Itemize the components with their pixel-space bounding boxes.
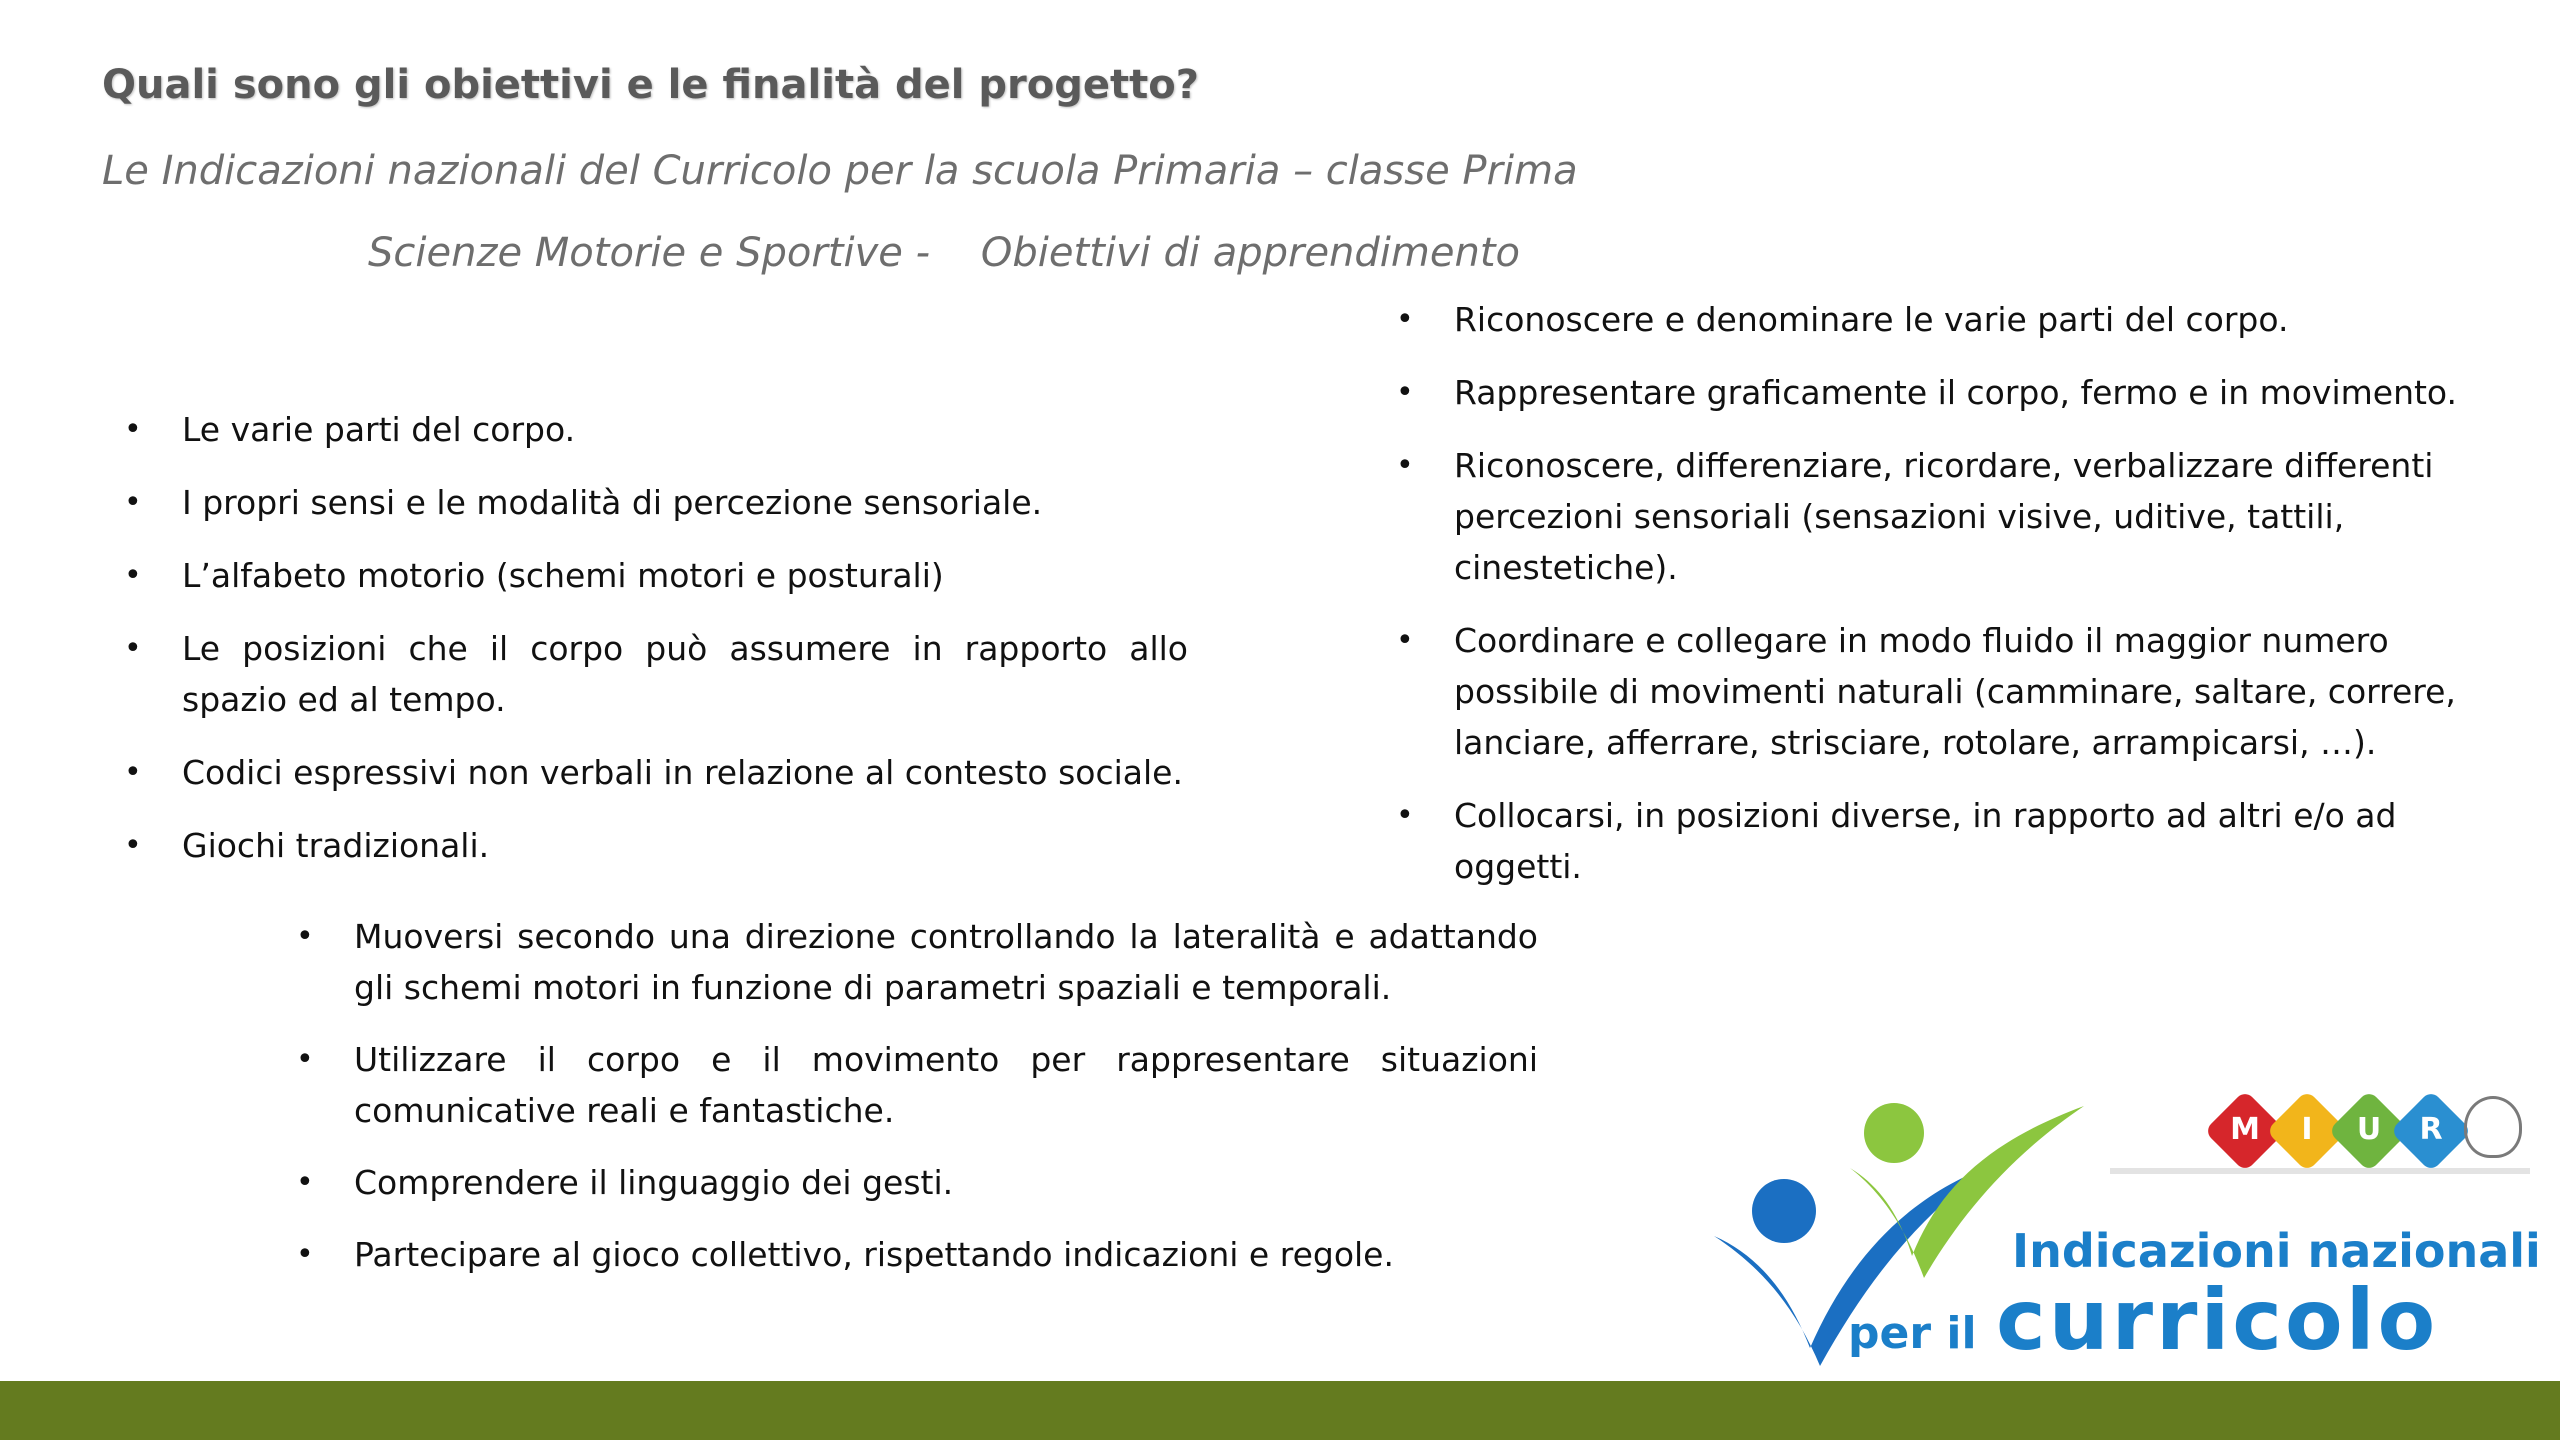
list-item: • Riconoscere, differenziare, ricordare, verbalizzare differenti percezioni sensoriali (sensazioni visive, uditive, tattili, cinestetiche). — [1392, 440, 2462, 593]
list-item: • Rappresentare graficamente il corpo, fermo e in movimento. — [1392, 367, 2462, 418]
list-item: • Collocarsi, in posizioni diverse, in rapporto ad altri e/o ad oggetti. — [1392, 790, 2462, 892]
republic-emblem-icon — [2464, 1096, 2522, 1158]
list-item: • L’alfabeto motorio (schemi motori e posturali) — [120, 550, 1188, 601]
miur-letter: U — [2356, 1112, 2382, 1147]
list-item: • Muoversi secondo una direzione controllando la lateralità e adattando gli schemi motori in funzione di parametri spaziali e temporali. — [292, 911, 1538, 1013]
list-item: • Codici espressivi non verbali in relazione al contesto sociale. — [120, 747, 1188, 798]
slide-title: Quali sono gli obiettivi e le finalità del progetto? — [102, 62, 1199, 108]
list-item: • Utilizzare il corpo e il movimento per rappresentare situazioni comunicative reali e fantastiche. — [292, 1034, 1538, 1136]
list-item: • I propri sensi e le modalità di percezione sensoriale. — [120, 477, 1188, 528]
logo-text-per-il: per il — [1848, 1308, 1977, 1359]
list-item: • Partecipare al gioco collettivo, rispettando indicazioni e regole. — [292, 1229, 1538, 1280]
miur-letter: I — [2301, 1112, 2313, 1147]
skills-list — [292, 911, 1538, 1301]
miur-letter: M — [2230, 1112, 2260, 1147]
list-item: • Le posizioni che il corpo può assumere in rapporto allo spazio ed al tempo. — [120, 623, 1188, 725]
subject-heading: Scienze Motorie e Sportive - Obiettivi di apprendimento — [368, 230, 1520, 276]
green-dot-icon — [1864, 1103, 1924, 1163]
logo-text-curricolo: curricolo — [1996, 1271, 2439, 1369]
footer-bar — [0, 1381, 2560, 1440]
objectives-list — [1392, 294, 2462, 914]
list-item: • Comprendere il linguaggio dei gesti. — [292, 1157, 1538, 1208]
slide-subtitle: Le Indicazioni nazionali del Curricolo per la scuola Primaria – classe Prima — [102, 148, 1578, 194]
list-item: • Le varie parti del corpo. — [120, 404, 1188, 455]
logo-divider — [2110, 1168, 2530, 1174]
blue-dot-icon — [1752, 1179, 1816, 1243]
indicazioni-nazionali-logo — [1700, 1086, 2540, 1371]
logo-text-line1: Indicazioni nazionali — [2012, 1224, 2541, 1278]
list-item: • Riconoscere e denominare le varie parti del corpo. — [1392, 294, 2462, 345]
list-item: • Coordinare e collegare in modo fluido il maggior numero possibile di movimenti naturali (camminare, saltare, correre, lanciare, afferrare, strisciare, rotolare, arrampicarsi, …). — [1392, 615, 2462, 768]
miur-letter: R — [2419, 1112, 2443, 1147]
list-item: • Giochi tradizionali. — [120, 820, 1188, 871]
contents-list — [120, 404, 1188, 893]
